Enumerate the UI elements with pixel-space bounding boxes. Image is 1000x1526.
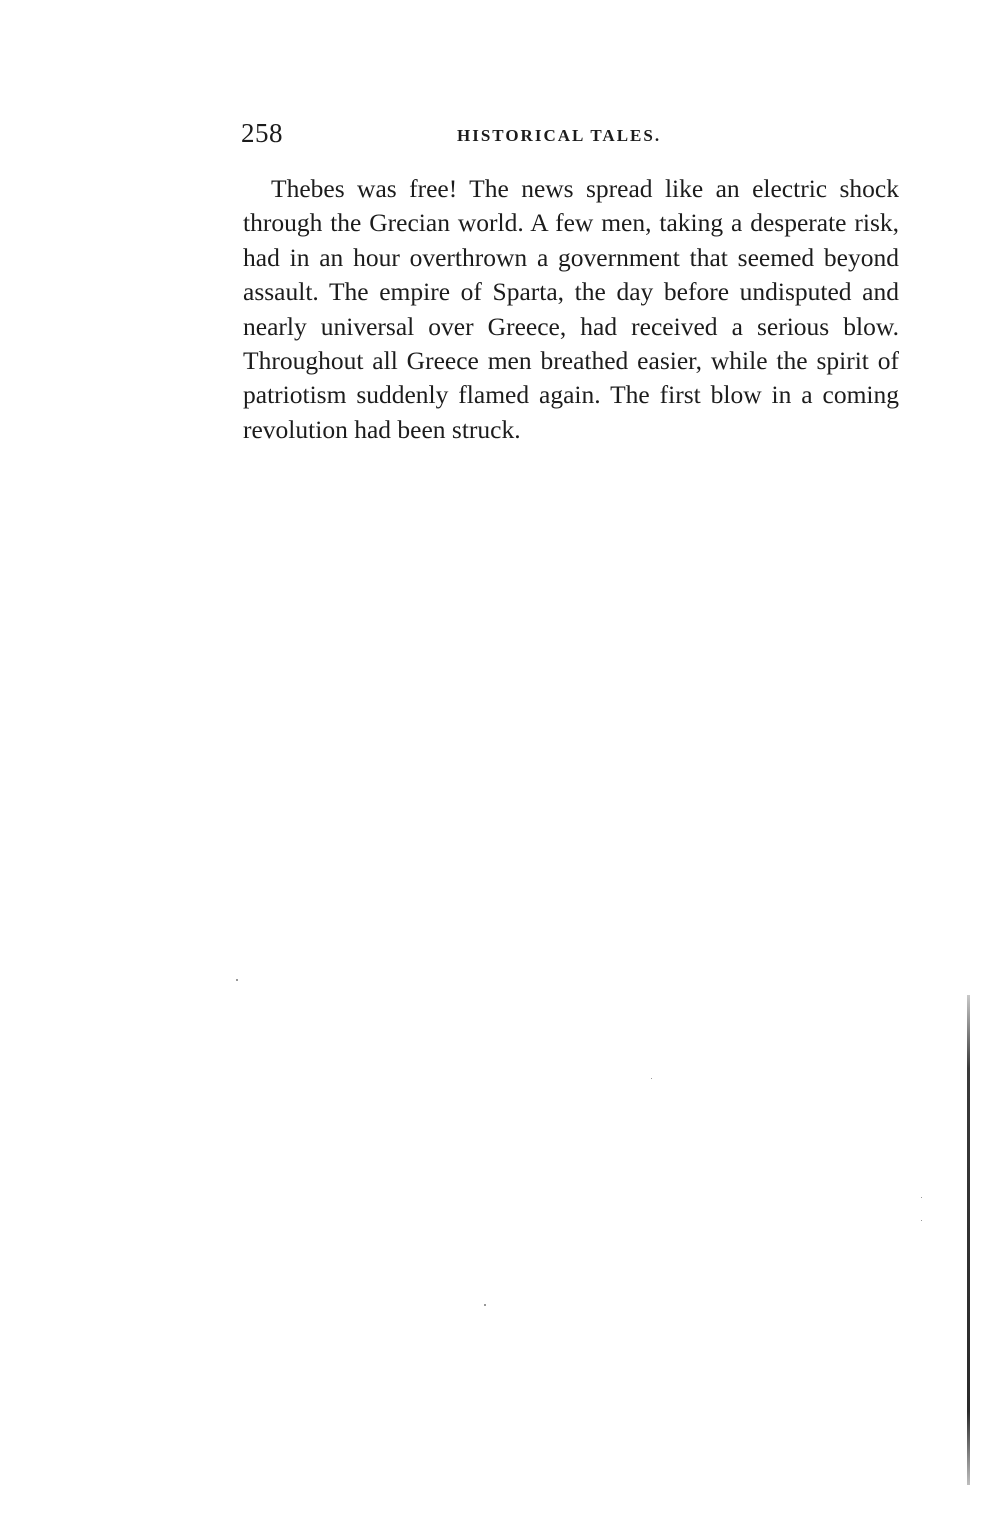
- scan-speck: [921, 1197, 922, 1198]
- scan-edge-line: [967, 995, 970, 1485]
- scan-speck: [236, 979, 238, 981]
- page-number: 258: [241, 118, 283, 148]
- scan-speck: [651, 1078, 652, 1079]
- page-header: [241, 118, 901, 152]
- scan-speck: [484, 1304, 486, 1306]
- scan-speck: [921, 1220, 922, 1221]
- running-title: HISTORICAL TALES.: [457, 126, 662, 145]
- body-paragraph: Thebes was free! The news spread like an electric shock through the Grecian world. A few men, taking a desperate risk, had in an hour overthrown a government that seemed beyond assault. The empire of Sparta, the day before undisputed and nearly universal over Greece, had received a serious blow. Throughout all Greece men breathed easier, while the spirit of patriotism suddenly flamed again. The first blow in a coming revolution had been struck.: [243, 174, 899, 444]
